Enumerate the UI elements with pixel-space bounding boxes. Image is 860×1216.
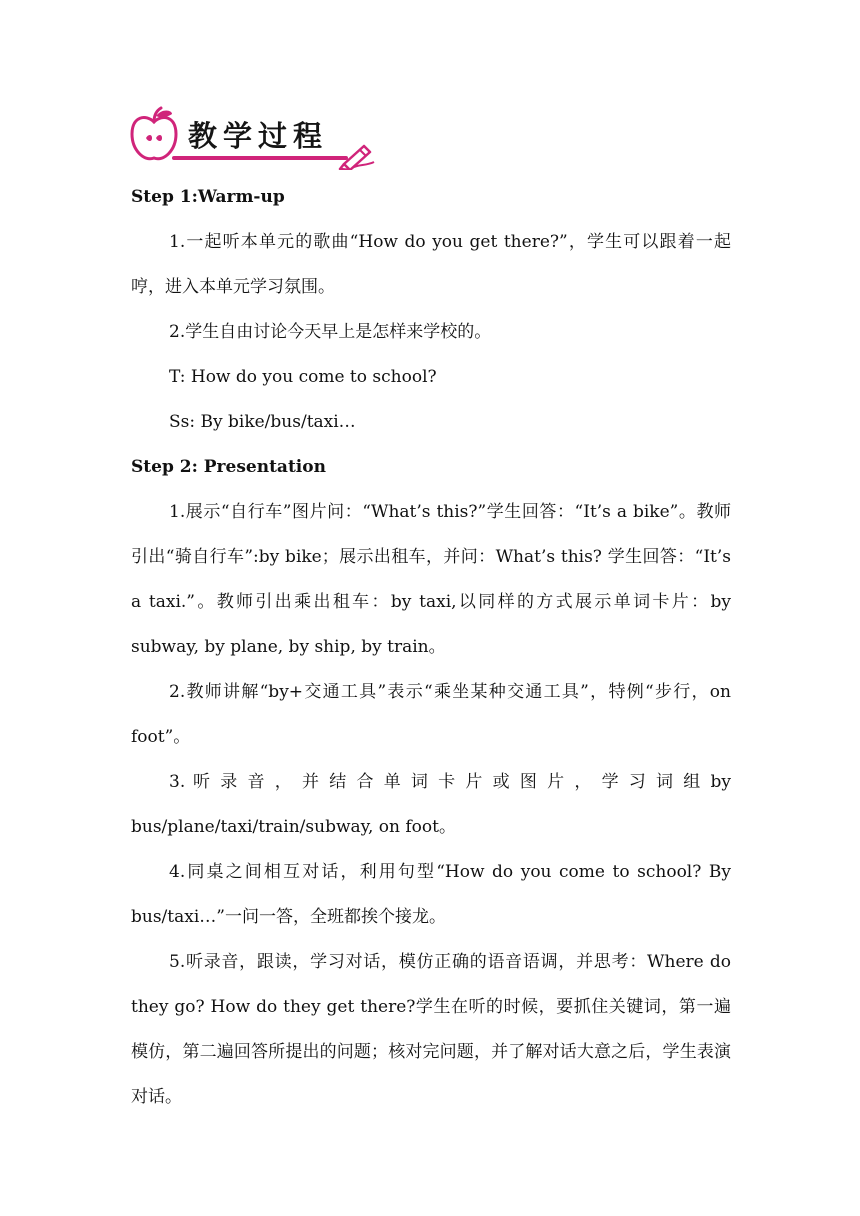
- paragraph: Ss: By bike/bus/taxi…: [169, 412, 356, 432]
- paragraph: 2.教师讲解“by+交通工具”表示“乘坐某种交通工具”，特例“步行，on foot”。: [131, 682, 731, 747]
- paragraph: 2.学生自由讨论今天早上是怎样来学校的。: [169, 322, 492, 342]
- page-title: 教学过程: [188, 118, 329, 153]
- section-header: [128, 106, 368, 170]
- step-heading: Step 1:Warm-up: [131, 187, 285, 207]
- paragraph: 4.同桌之间相互对话，利用句型“How do you come to school? By bus/taxi…”一问一答，全班都挨个接龙。: [131, 862, 731, 927]
- pen-icon: [338, 140, 378, 170]
- paragraph: T: How do you come to school?: [169, 367, 437, 387]
- title-box: [172, 118, 358, 154]
- step-heading: Step 2: Presentation: [131, 457, 326, 477]
- lesson-content: [131, 175, 731, 1120]
- paragraph: 1.展示“自行车”图片问：“What’s this?”学生回答：“It’s a bike”。教师引出“骑自行车”:by bike；展示出租车，并问：What’s this? 学生回答：“It’s a taxi.”。教师引出乘出租车：by taxi,以同样的方式展示单词卡片：by subway, by plane, by ship, by train。: [131, 502, 731, 657]
- title-underline: [172, 156, 348, 160]
- paragraph: 3. 听 录 音 ， 并 结 合 单 词 卡 片 或 图 片 ， 学 习 词 组 by bus/plane/taxi/train/subway, on foot。: [131, 772, 731, 837]
- paragraph: 1.一起听本单元的歌曲“How do you get there?”，学生可以跟着一起哼，进入本单元学习氛围。: [131, 232, 731, 297]
- paragraph: 5.听录音，跟读，学习对话，模仿正确的语音语调，并思考：Where do they go? How do they get there?学生在听的时候，要抓住关键词，第一遍模仿，第二遍回答所提出的问题；核对完问题，并了解对话大意之后，学生表演对话。: [131, 952, 731, 1107]
